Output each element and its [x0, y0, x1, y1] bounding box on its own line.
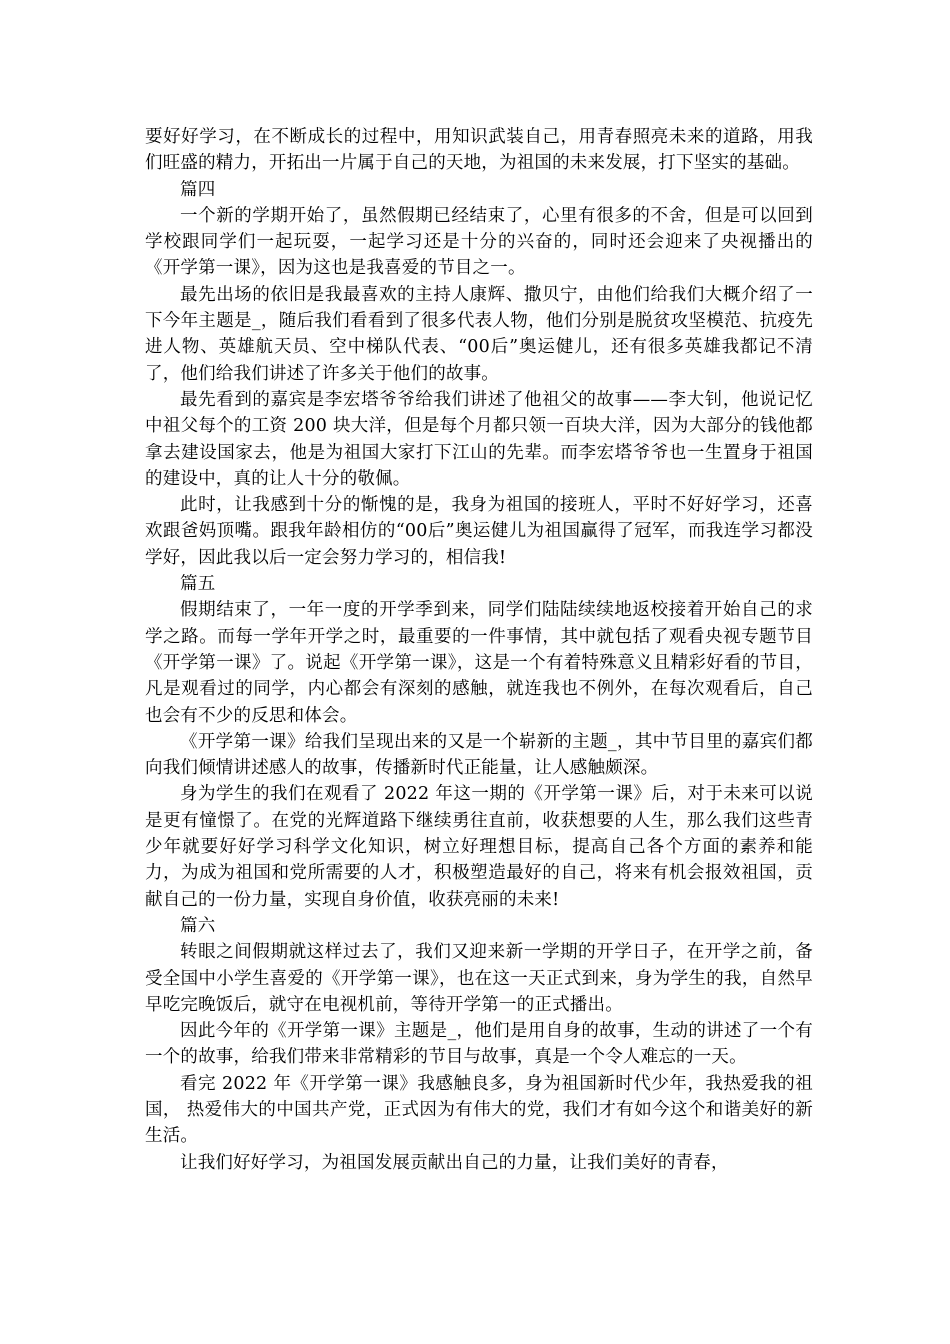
section-heading-4: 篇四	[180, 179, 216, 200]
paragraph-continued: 要好好学习，在不断成长的过程中，用知识武装自己，用青春照亮未来的道路，用我们旺盛的精力，开拓出一片属于自己的天地，为祖国的未来发展，打下坚实的基础。	[145, 127, 813, 174]
paragraph: 此时，让我感到十分的惭愧的是，我身为祖国的接班人，平时不好好学习，还喜欢跟爸妈顶嘴。跟我年龄相仿的“00后”奥运健儿为祖国赢得了冠军，而我连学习都没学好，因此我以后一定会努力学习的，相信我!	[145, 495, 813, 568]
paragraph: 假期结束了，一年一度的开学季到来，同学们陆陆续续地返校接着开始自己的求学之路。而每一学年开学之时，最重要的一件事情，其中就包括了观看央视专题节目《开学第一课》了。说起《开学第一课》，这是一个有着特殊意义且精彩好看的节目，凡是观看过的同学，内心都会有深刻的感触，就连我也不例外，在每次观看后，自己也会有不少的反思和体会。	[145, 600, 813, 726]
paragraph: 看完 2022 年《开学第一课》我感触良多，身为祖国新时代少年，我热爱我的祖国， 热爱伟大的中国共产党，正式因为有伟大的党，我们才有如今这个和谐美好的新生活。	[145, 1073, 813, 1147]
paragraph: 让我们好好学习，为祖国发展贡献出自己的力量，让我们美好的青春，	[180, 1152, 729, 1173]
paragraph: 转眼之间假期就这样过去了，我们又迎来新一学期的开学日子，在开学之前，备受全国中小学生喜爱的《开学第一课》，也在这一天正式到来，身为学生的我，自然早早吃完晚饭后，就守在电视机前，等待开学第一的正式播出。	[145, 942, 813, 1015]
section-heading-5: 篇五	[180, 574, 216, 595]
paragraph: 最先出场的依旧是我最喜欢的主持人康辉、撒贝宁，由他们给我们大概介绍了一下今年主题是_，随后我们看看到了很多代表人物，他们分别是脱贫攻坚模范、抗疫先进人物、英雄航天员、空中梯队代表、“00后”奥运健儿，还有很多英雄我都记不清了，他们给我们讲述了许多关于他们的故事。	[145, 284, 813, 384]
paragraph: 身为学生的我们在观看了 2022 年这一期的《开学第一课》后，对于未来可以说是更有憧憬了。在党的光辉道路下继续勇往直前，收获想要的人生，那么我们这些青少年就要好好学习科学文化知识，树立好理想目标，提高自己各个方面的素养和能力，为成为祖国和党所需要的人才，积极塑造最好的自己，将来有机会报效祖国，贡献自己的一份力量，实现自身价值，收获亮丽的未来!	[145, 784, 813, 910]
section-heading-6: 篇六	[180, 915, 216, 936]
paragraph: 因此今年的《开学第一课》主题是_，他们是用自身的故事，生动的讲述了一个有一个的故事，给我们带来非常精彩的节目与故事，真是一个令人难忘的一天。	[145, 1021, 813, 1068]
document-page	[145, 124, 813, 1176]
paragraph: 《开学第一课》给我们呈现出来的又是一个崭新的主题_，其中节目里的嘉宾们都向我们倾情讲述感人的故事，传播新时代正能量，让人感触颇深。	[145, 731, 813, 779]
paragraph: 一个新的学期开始了，虽然假期已经结束了，心里有很多的不舍，但是可以回到学校跟同学们一起玩耍，一起学习还是十分的兴奋的，同时还会迎来了央视播出的《开学第一课》，因为这也是我喜爱的节目之一。	[145, 205, 813, 279]
paragraph: 最先看到的嘉宾是李宏塔爷爷给我们讲述了他祖父的故事——李大钊，他说记忆中祖父每个的工资 200 块大洋，但是每个月都只领一百块大洋，因为大部分的钱他都拿去建设国家去，他是为祖国大家打下江山的先辈。而李宏塔爷爷也一生置身于祖国的建设中，真的让人十分的敬佩。	[145, 389, 813, 489]
